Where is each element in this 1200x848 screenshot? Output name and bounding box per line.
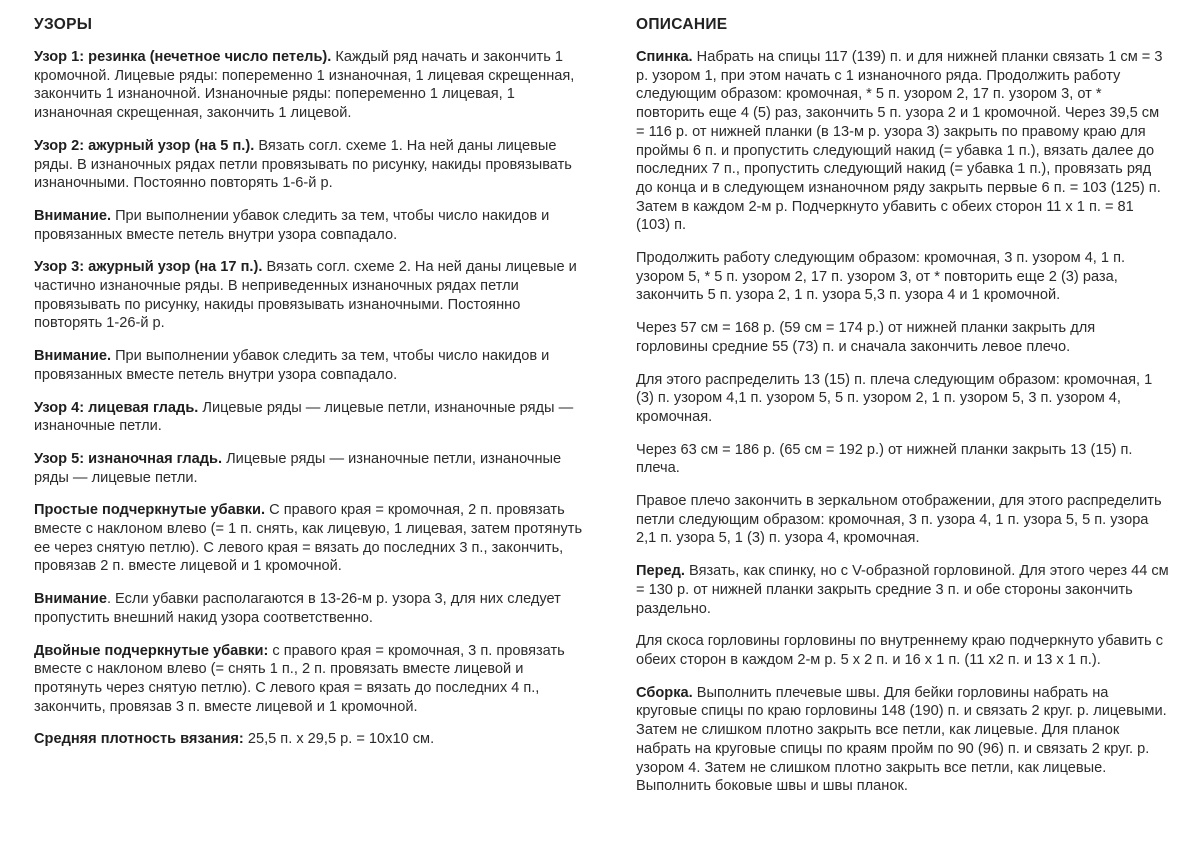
right-shoulder: Правое плечо закончить в зеркальном отображении, для этого распределить петли следующим образом: кромочная, 3 п. узора 4, 1 п. узора 5, 5 п. узора 2,1 п. узора 5, 1 (3) п. узора 4, кромочная.: [636, 493, 1162, 547]
patterns-heading: УЗОРЫ: [34, 16, 93, 33]
double-decreases: Двойные подчеркнутые убавки: с правого края = кромочная, 3 п. провязать вместе с наклоном влево (= снять 1 п., 2 п. провязать вместе лицевой и протянуть через снятую петлю). С левого края = вязать до последних 4 п., закончить, провязав 3 п. вместе лицевой и 1 кромочной.: [34, 642, 565, 715]
back-continue: Продолжить работу следующим образом: кромочная, 3 п. узором 4, 1 п. узором 5, * 5 п. узором 2, 17 п. узором 3, от * повторить еще 2 (3) раза, закончить 5 п. узора 2, 1 п. узора 5,3 п. узора 4 и 1 кромочной.: [636, 250, 1126, 304]
back-shoulder-distribution: Для этого распределить 13 (15) п. плеча следующим образом: кромочная, 1 (3) п. узором 4,1 п. узором 5, 5 п. узором 2, 1 п. узором 5, 3 п. узором 4, кромочная.: [636, 371, 1153, 425]
pattern-4: Узор 4: лицевая гладь. Лицевые ряды — лицевые петли, изнаночные ряды — изнаночные петли.: [34, 399, 574, 435]
description-list: [636, 48, 1171, 796]
front-neckline-shaping: Для скоса горловины горловины по внутреннему краю подчеркнуто убавить с обеих сторон в каждом 2-м р. 5 х 2 п. и 16 х 1 п. (11 х2 п. и 13 х 1 п.).: [636, 633, 1163, 668]
simple-decreases: Простые подчеркнутые убавки. С правого края = кромочная, 2 п. провязать вместе с наклоном влево (= 1 п. снять, как лицевую, 1 лицевая, затем протянуть ее через снятую петлю). С левого края = вязать до последних 3 п., закончить, провязав 2 п. вместе лицевой и 1 кромочной.: [34, 502, 583, 575]
front-section: Перед. Вязать, как спинку, но с V-образной горловиной. Для этого через 44 см = 130 р. от нижней планки закрыть средние 3 п. и обе стороны закончить раздельно.: [636, 563, 1169, 617]
attention-note-1: Внимание. При выполнении убавок следить за тем, чтобы число накидов и провязанных вместе петель внутри узора совпадало.: [34, 207, 550, 243]
pattern-2: Узор 2: ажурный узор (на 5 п.). Вязать согл. схеме 1. На ней даны лицевые ряды. В изнаночных рядах петли провязывать по рисунку, накиды провязывать изнаночными. Постоянно повторять 1-6-й р.: [34, 137, 572, 192]
pattern-5: Узор 5: изнаночная гладь. Лицевые ряды — изнаночные петли, изнаночные ряды — лицевые петли.: [34, 450, 562, 486]
description-heading: ОПИСАНИЕ: [636, 16, 728, 33]
patterns-list: [34, 48, 584, 749]
attention-note-3: Внимание. Если убавки располагаются в 13-26-м р. узора 3, для них следует пропустить внешний накид узора соответственно.: [34, 591, 561, 626]
gauge: Средняя плотность вязания: 25,5 п. х 29,5 р. = 10х10 см.: [34, 731, 435, 748]
pattern-3: Узор 3: ажурный узор (на 17 п.). Вязать согл. схеме 2. На ней даны лицевые и частично изнаночные ряды. В неприведенных изнаночных рядах петли провязывать по рисунку, накиды провязывать изнаночными. Постоянно повторять 1-26-й р.: [34, 259, 577, 332]
back-section: Спинка. Набрать на спицы 117 (139) п. и для нижней планки связать 1 см = 3 р. узором 1, при этом начать с 1 изнаночного ряда. Продолжить работу следующим образом: кромочная, * 5 п. узором 2, 17 п. узором 3, от * повторить еще 4 (5) раз, закончить 5 п. узора 2 и 1 кромочной. Через 39,5 см = 116 р. от нижней планки (в 13-м р. узора 3) закрыть по правому краю для проймы 6 п. и пропустить следующий накид (= убавка 1 п.), вязать далее до последних 7 п., пропустить следующий накид (= убавка 1 п.), провязать ряд до конца и в следующем изнаночном ряду закрыть первые 6 п. = 103 (125) п. Затем в каждом 2-м р. Подчеркнуто убавить с обеих сторон 11 х 1 п. = 81 (103) п.: [636, 49, 1163, 234]
back-neckline: Через 57 см = 168 р. (59 см = 174 р.) от нижней планки закрыть для горловины средние 55 (73) п. и сначала закончить левое плечо.: [636, 320, 1096, 355]
patterns-column: [34, 16, 584, 763]
description-column: [636, 16, 1171, 810]
attention-note-2: Внимание. При выполнении убавок следить за тем, чтобы число накидов и провязанных вместе петель внутри узора совпадало.: [34, 348, 550, 383]
assembly-section: Сборка. Выполнить плечевые швы. Для бейки горловины набрать на круговые спицы по краю горловины 148 (190) п. и связать 2 круг. р. лицевыми. Затем не слишком плотно закрыть все петли, как лицевые. Для планок набрать на круговые спицы по краям пройм по 90 (96) п. и связать 2 круг. р. узором 4. Затем не слишком плотно закрыть все петли, как лицевые. Выполнить боковые швы и швы планок.: [636, 684, 1167, 795]
back-shoulder-bindoff: Через 63 см = 186 р. (65 см = 192 р.) от нижней планки закрыть 13 (15) п. плеча.: [636, 441, 1133, 477]
pattern-1: Узор 1: резинка (нечетное число петель). Каждый ряд начать и закончить 1 кромочной. Лицевые ряды: попеременно 1 изнаночная, 1 лицевая скрещенная, закончить 1 изнаночной. Изнаночные ряды: попеременно 1 лицевая, 1 изнаночная скрещенная, закончить 1 лицевой.: [34, 49, 575, 122]
